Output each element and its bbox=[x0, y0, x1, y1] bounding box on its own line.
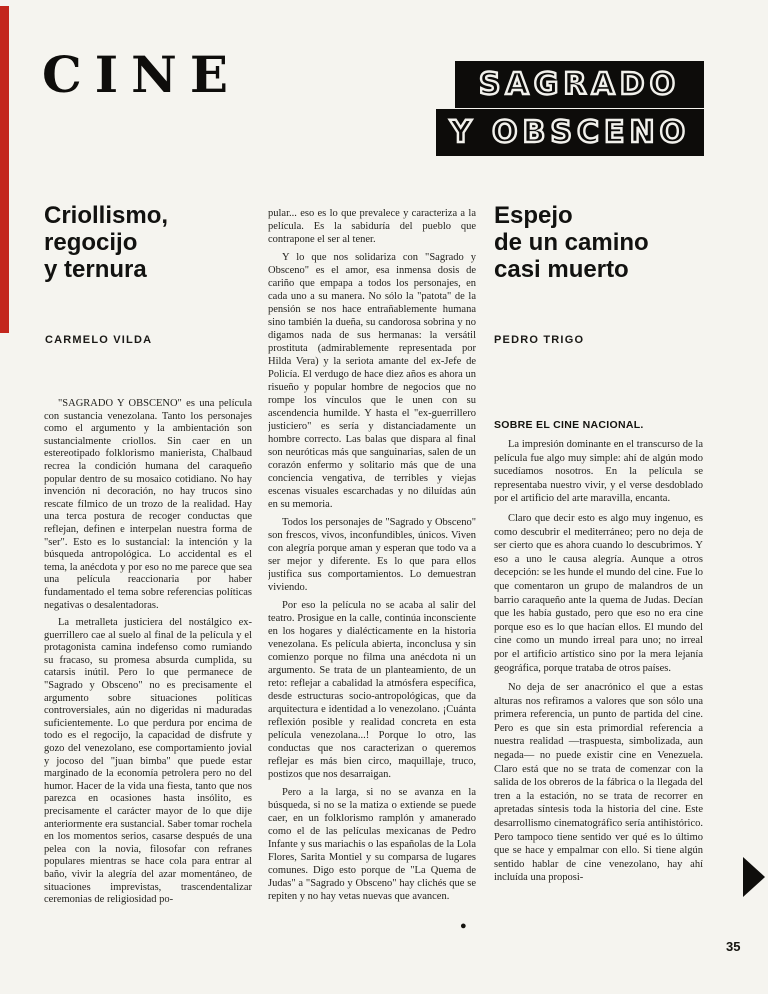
title-line-2: regocijo bbox=[44, 229, 138, 256]
continuation-arrow-icon bbox=[743, 857, 765, 897]
paragraph: Y lo que nos solidariza con "Sagrado y Obsceno" es el amor, esa inmensa dosis de cariño que empapa a todos los personajes, en cada uno a su manera. No sólo la "patota" de la pensión se nos hace entrañablemente humana sino también la dueña, su candorosa sobrina y no digamos nada de sus hermanas: la versátil prostituta (admirablemente representada por Hilda Vera) y la seriota amante del ex-Jefe de Policía. El verdugo de hace diez años es ahora un risueño y popular hombre de negocios que no rompe los vínculos que le unen con su ascendencia humilde. Y hasta el "ex-guerrillero justiciero" es sería y distanciadamente un hombre correcto. Las balas que dispara al final son neuróticas más que sanguinarias, salen de un corazón enfermo y solitario más que de una conciencia vengativa, de terribles y viejas escenas visuales escarchadas y no diluídas aún en su memoria. bbox=[268, 252, 476, 510]
red-margin-bar bbox=[0, 6, 9, 333]
film-title-logo-line2: Y OBSCENO bbox=[449, 115, 691, 150]
paragraph: Pero a la larga, si no se avanza en la búsqueda, si no se la matiza o extiende se puede caer, en un folklorismo ramplón y amanerado como el de las películas mexicanas de Pedro Infante y sus mariachis o las españolas de la Lola Flores, Sarita Montiel y su comparsa de lugares comunes. Digo esto porque de "La Quema de Judas" a "Sagrado y Obsceno" hay clichés que se repiten y no hay vetas nuevas que avancen. bbox=[268, 787, 476, 902]
byline-right: PEDRO TRIGO bbox=[494, 334, 585, 346]
article-left-body bbox=[44, 398, 252, 940]
film-title-logo-row1 bbox=[455, 61, 704, 108]
paragraph: No deja de ser anacrónico el que a estas alturas nos refiramos a valores que son sólo una primera referencia, un punto de partida del cine. Pero es que sin esta primordial referencia a nuestra realidad —traspuesta, simbolizada, aun negada— no puede existir cine en Venezuela. Claro está que no se trata de comenzar con la salida de los obreros de la fábrica o la llegada del tren a la estación, no se trata de recorrer en apretadas síntesis toda la historia del cine. Este desarrollismo cinematográfico sería antihistórico. Pero tampoco tiene sentido ver qué es lo último que se hace y empalmar con ello. Si tiene algún sentido hablar de cine venezolano, hay ahí incluída una proposi- bbox=[494, 682, 703, 884]
paragraph: Todos los personajes de "Sagrado y Obsceno" son frescos, vivos, inconfundibles, únicos. Viven con alegría porque aman y esperan que todo va a ser mejor y diferente. Es lo que para ellos justifica sus comportamientos. Lo demuestran viviendo. bbox=[268, 517, 476, 593]
section-masthead: CINE bbox=[42, 45, 241, 104]
paragraph: La impresión dominante en el transcurso de la película fue algo muy simple: ahí de algún modo sucedíamos nosotros. En la película se representaba nuestro vivir, y el verse desdoblado por el artificio del arte maravilla, encanta. bbox=[494, 439, 703, 505]
title-line-3: y ternura bbox=[44, 256, 147, 283]
section-heading-right: SOBRE EL CINE NACIONAL. bbox=[494, 419, 644, 431]
paragraph: Claro que decir esto es algo muy ingenuo, es como descubrir el mediterráneo; pero no deja de ser cierto que es ahora cuando lo descubrimos. Y eso a uno le causa alegría. Aunque a otros decepción: se les hunde el mundo del cine. Fue lo que comentaron un grupo de malandros de un barrio caraqueño ante la quema de Judas. Decían que les había gustado, pero que eso no era cine porque eso es lo que hacían ellos. El mundo del cine como un mundo irreal para uno; no irreal por el artificio artístico sino por la mera lejanía geográfica, porque trataba de otros países. bbox=[494, 512, 703, 674]
article-title-right bbox=[494, 202, 709, 283]
byline-left: CARMELO VILDA bbox=[45, 334, 153, 346]
title-line-1: Criollismo, bbox=[44, 202, 169, 229]
paragraph: La metralleta justiciera del nostálgico ex-guerrillero cae al suelo al final de la película y el protagonista camina indefenso como rumiando su fracaso, su promesa absurda cumplida, su catarsis inútil. Pero lo que permanece de "Sagrado y Obsceno" no es precisamente el argumento sobre situaciones políticas controversiales, aún no digeridas ni maduradas suficientemente. Lo que perdura por encima de todo es el regocijo, la capacidad de disfrute y gozo del venezolano, ese comportamiento jovial y jocoso del "juan bimba" que puede estar marginado de la economía petrolera pero no del humor. Hacer de la vida una fiesta, tanto que nos parezca en ocasiones hasta insólito, es precisamente el carácter mayor de lo que dije anteriormente era sustancial. Saber tomar rochela en los momentos serios, casarse después de una pelea con la novia, filosofar con refranes populares mientras se hace cola para entrar al baño, vivir la alegría del azar momentáneo, de situaciones imprevistas, trascendentalizar ceremonias de religiosidad po- bbox=[44, 617, 252, 906]
paragraph: Por eso la película no se acaba al salir del teatro. Prosigue en la calle, continúa inconsciente en los hogares y dialécticamente en la historia venezolana. Es película abierta, inconclusa y sin comienzo porque no filma una anécdota ni un argumento. Se trata de un planteamiento, de un reto: reflejar a cabalidad la atmósfera específica, desde estructuras socio-antropológicas, que da arquitectura e identidad a lo venezolano. ¡Cuánta reflexión posible y realidad concreta en esta película venezolana...! Porque lo otro, las conductas que nos caracterizan o queremos reflejar es más bien circo, maquillaje, truco, postizos que nos desarraigan. bbox=[268, 600, 476, 780]
paragraph: pular... eso es lo que prevalece y caracteriza a la película. Es la sabiduría del pueblo que contrapone el ser al tener. bbox=[268, 208, 476, 245]
middle-column-body bbox=[268, 207, 476, 937]
title-line-3: casi muerto bbox=[494, 256, 629, 283]
film-title-logo-row2 bbox=[436, 109, 704, 156]
article-right-body bbox=[494, 438, 703, 938]
title-line-1: Espejo bbox=[494, 202, 573, 229]
article-end-bullet: ● bbox=[460, 920, 467, 932]
page-number: 35 bbox=[726, 939, 741, 954]
paragraph: "SAGRADO Y OBSCENO" es una película con sustancia venezolana. Tanto los personajes como el argumento y la ambientación son sustancialmente criollos. Sin caer en un estereotipado folklorismo manierista, Chalbaud recrea la condición humana del caraqueño popular dentro de su mosaico cotidiano. No hay invención ni decoración, no hay trucos sino rescate fílmico de un trozo de la realidad. Hay una terca postura de recoger conductas que reflejan, definen e interpelan nuestra forma de "ser". Esto es lo sustancial: la intención y la búsqueda antropológica. Lo accidental es el tema, la anécdota y por eso no me parece que sea una película reaccionaria por haber fundamentado el tema sobre referencias políticas negativas o desalentadoras. bbox=[44, 398, 252, 611]
title-line-2: de un camino bbox=[494, 229, 649, 256]
article-title-left bbox=[44, 202, 254, 283]
film-title-logo-line1: SAGRADO bbox=[478, 67, 681, 102]
